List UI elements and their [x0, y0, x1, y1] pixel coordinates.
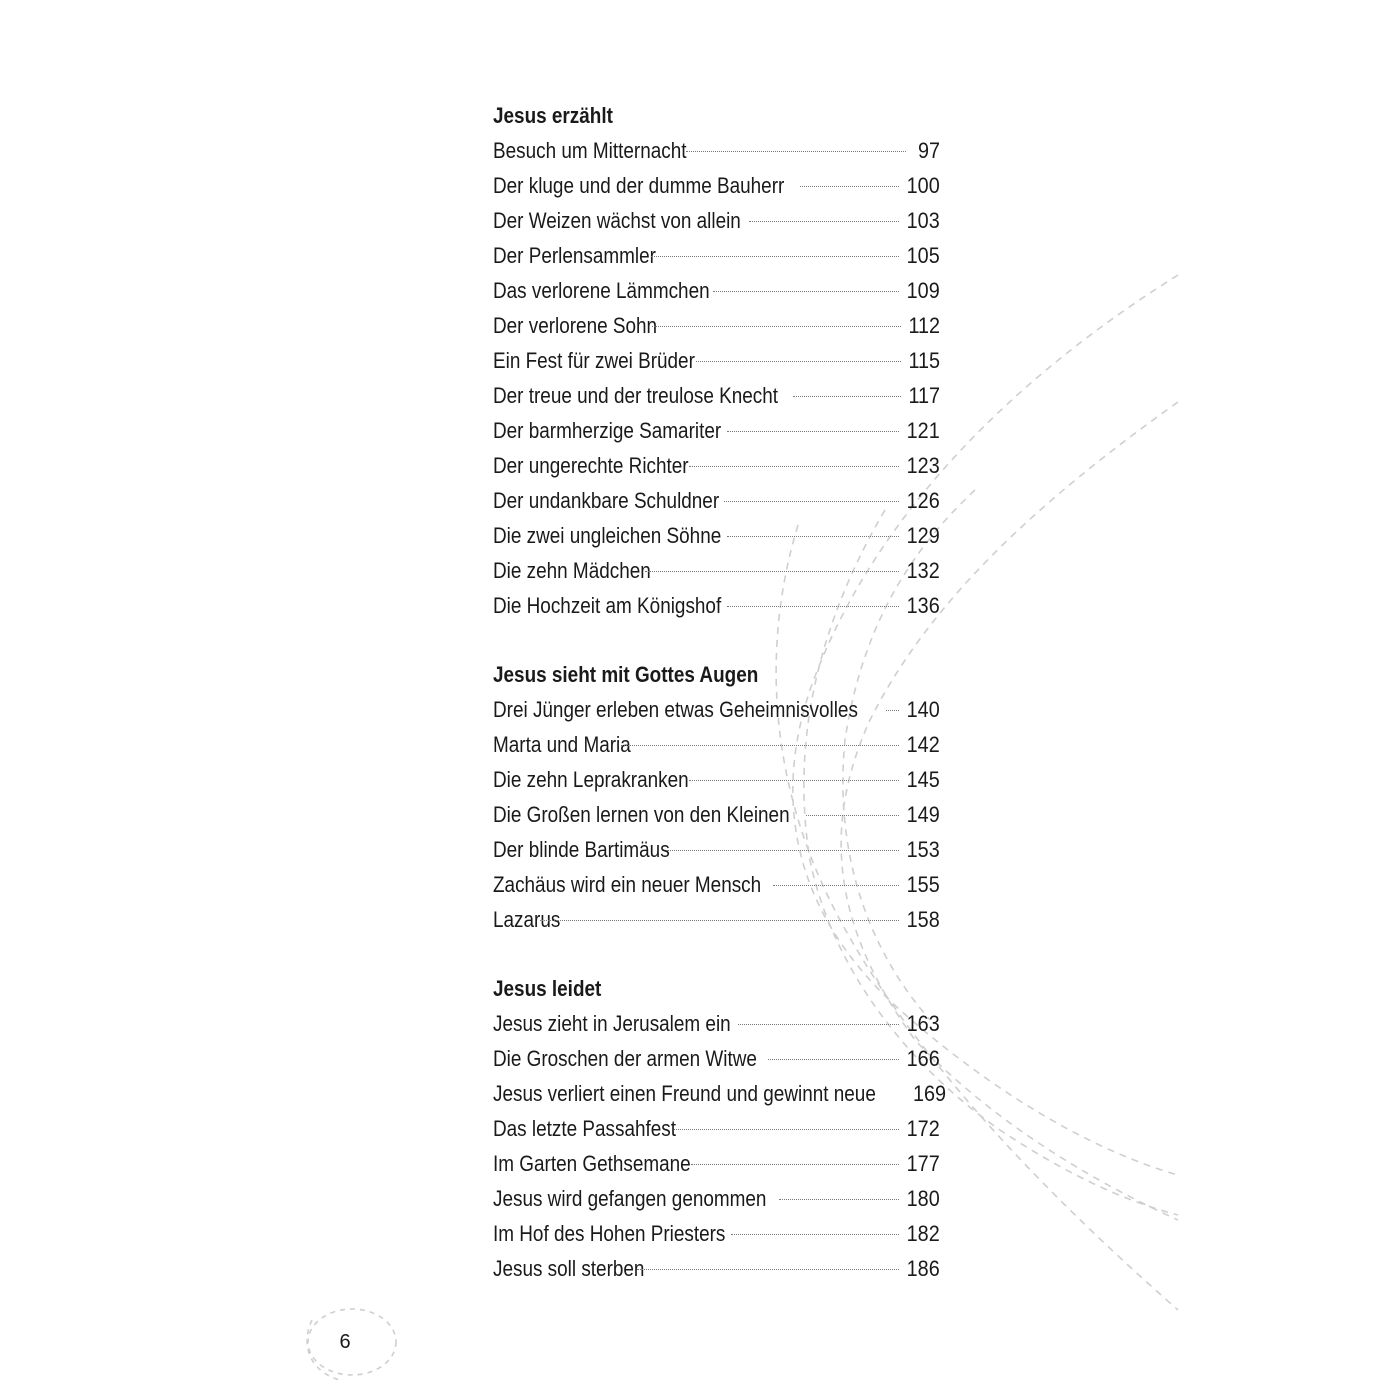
- dot-leader: [645, 571, 900, 572]
- dot-leader: [713, 291, 899, 292]
- entry-page-number: 109: [906, 278, 940, 303]
- toc-entry: [493, 1041, 940, 1076]
- dot-leader: [800, 186, 899, 187]
- toc-entry: [493, 797, 940, 832]
- entry-page-number: 153: [906, 837, 940, 862]
- entry-title: Die Groschen der armen Witwe: [493, 1046, 757, 1071]
- dot-leader: [674, 1129, 899, 1130]
- dot-leader: [724, 501, 899, 502]
- toc-section-jesus-sieht-mit-gottes-augen: [493, 657, 940, 937]
- toc-entry: [493, 413, 940, 448]
- dot-leader: [696, 361, 901, 362]
- dot-leader: [686, 151, 906, 152]
- entry-title: Ein Fest für zwei Brüder: [493, 348, 695, 373]
- section-title: Jesus leidet: [493, 976, 602, 1001]
- toc-entry: [493, 238, 940, 273]
- entry-page-number: 180: [906, 1186, 940, 1211]
- entry-page-number: 136: [906, 593, 940, 618]
- entry-page-number: 100: [906, 173, 940, 198]
- section-title: Jesus erzählt: [493, 103, 613, 128]
- entry-page-number: 129: [906, 523, 940, 548]
- page-number: 6: [339, 1331, 351, 1353]
- dot-leader: [652, 326, 901, 327]
- entry-title: Der blinde Bartimäus: [493, 837, 670, 862]
- entry-page-number: 155: [906, 872, 940, 897]
- toc-entry: [493, 343, 940, 378]
- entry-title: Das verlorene Lämmchen: [493, 278, 710, 303]
- dot-leader: [793, 396, 901, 397]
- toc-entry: [493, 692, 940, 727]
- section-title: Jesus sieht mit Gottes Augen: [493, 662, 759, 687]
- table-of-contents: [493, 98, 947, 1320]
- entry-page-number: 158: [906, 907, 940, 932]
- toc-entry: [493, 588, 940, 623]
- toc-entry: [493, 1076, 947, 1111]
- entry-page-number: 112: [908, 313, 940, 338]
- dot-leader: [621, 745, 899, 746]
- toc-entry: [493, 902, 940, 937]
- entry-title: Die zehn Leprakranken: [493, 767, 689, 792]
- entry-page-number: 163: [906, 1011, 940, 1036]
- entry-page-number: 97: [917, 138, 940, 163]
- toc-entry: [493, 1216, 940, 1251]
- entry-page-number: 117: [908, 383, 940, 408]
- entry-title: Der ungerechte Richter: [493, 453, 689, 478]
- entry-page-number: 140: [906, 697, 940, 722]
- toc-entry: [493, 448, 940, 483]
- entry-title: Im Hof des Hohen Priesters: [493, 1221, 726, 1246]
- entry-page-number: 132: [906, 558, 940, 583]
- entry-page-number: 126: [906, 488, 940, 513]
- entry-page-number: 105: [906, 243, 940, 268]
- toc-section-jesus-erzaehlt: [493, 98, 940, 623]
- entry-title: Die Großen lernen von den Kleinen: [493, 802, 790, 827]
- dot-leader: [689, 466, 900, 467]
- dot-leader: [768, 1059, 899, 1060]
- dot-leader: [806, 815, 899, 816]
- entry-title: Die Hochzeit am Königshof: [493, 593, 722, 618]
- toc-entry: [493, 867, 940, 902]
- dot-leader: [667, 850, 900, 851]
- entry-title: Das letzte Passahfest: [493, 1116, 676, 1141]
- dot-leader: [727, 536, 900, 537]
- toc-entry: [493, 1006, 940, 1041]
- entry-title: Der kluge und der dumme Bauherr: [493, 173, 785, 198]
- entry-page-number: 142: [906, 732, 940, 757]
- dot-leader: [727, 431, 900, 432]
- entry-page-number: 186: [906, 1256, 940, 1281]
- dot-leader: [773, 885, 899, 886]
- toc-entry: [493, 553, 940, 588]
- dot-leader: [731, 1234, 899, 1235]
- entry-page-number: 172: [906, 1116, 940, 1141]
- toc-entry: [493, 832, 940, 867]
- entry-page-number: 103: [906, 208, 940, 233]
- entry-title: Der undankbare Schuldner: [493, 488, 720, 513]
- toc-entry: [493, 1181, 940, 1216]
- dot-leader: [727, 606, 900, 607]
- toc-entry: [493, 378, 940, 413]
- dot-leader: [779, 1199, 899, 1200]
- dot-leader: [738, 1024, 900, 1025]
- entry-title: Der Perlensammler: [493, 243, 656, 268]
- entry-title: Jesus verliert einen Freund und gewinnt neue: [493, 1081, 876, 1106]
- entry-title: Jesus wird gefangen genommen: [493, 1186, 767, 1211]
- toc-entry: [493, 727, 940, 762]
- entry-title: Jesus soll sterben: [493, 1256, 645, 1281]
- entry-title: Im Garten Gethsemane: [493, 1151, 691, 1176]
- dot-leader: [749, 221, 899, 222]
- dot-leader: [540, 920, 900, 921]
- toc-entry: [493, 273, 940, 308]
- entry-page-number: 115: [908, 348, 940, 373]
- toc-entry: [493, 133, 940, 168]
- toc-entry: [493, 308, 940, 343]
- entry-title: Besuch um Mitternacht: [493, 138, 687, 163]
- entry-title: Marta und Maria: [493, 732, 631, 757]
- toc-entry: [493, 1251, 940, 1286]
- entry-page-number: 177: [906, 1151, 940, 1176]
- entry-title: Der treue und der treulose Knecht: [493, 383, 779, 408]
- entry-title: Lazarus: [493, 907, 561, 932]
- dot-leader: [886, 710, 900, 711]
- dot-leader: [637, 1269, 899, 1270]
- entry-page-number: 169: [913, 1081, 947, 1106]
- toc-entry: [493, 1111, 940, 1146]
- toc-entry: [493, 762, 940, 797]
- entry-title: Die zehn Mädchen: [493, 558, 651, 583]
- entry-page-number: 121: [906, 418, 940, 443]
- entry-page-number: 182: [906, 1221, 940, 1246]
- entry-title: Zachäus wird ein neuer Mensch: [493, 872, 762, 897]
- dot-leader: [689, 780, 900, 781]
- toc-entry: [493, 1146, 940, 1181]
- entry-page-number: 145: [906, 767, 940, 792]
- entry-page-number: 166: [906, 1046, 940, 1071]
- dot-leader: [651, 256, 900, 257]
- toc-entry: [493, 168, 940, 203]
- entry-title: Jesus zieht in Jerusalem ein: [493, 1011, 731, 1036]
- toc-entry: [493, 483, 940, 518]
- entry-page-number: 149: [906, 802, 940, 827]
- entry-title: Die zwei ungleichen Söhne: [493, 523, 722, 548]
- entry-title: Der barmherzige Samariter: [493, 418, 722, 443]
- toc-entry: [493, 203, 940, 238]
- entry-page-number: 123: [906, 453, 940, 478]
- entry-title: Der verlorene Sohn: [493, 313, 658, 338]
- toc-entry: [493, 518, 940, 553]
- entry-title: Der Weizen wächst von allein: [493, 208, 741, 233]
- toc-section-jesus-leidet: [493, 971, 947, 1286]
- dot-leader: [691, 1164, 899, 1165]
- entry-title: Drei Jünger erleben etwas Geheimnisvolles: [493, 697, 858, 722]
